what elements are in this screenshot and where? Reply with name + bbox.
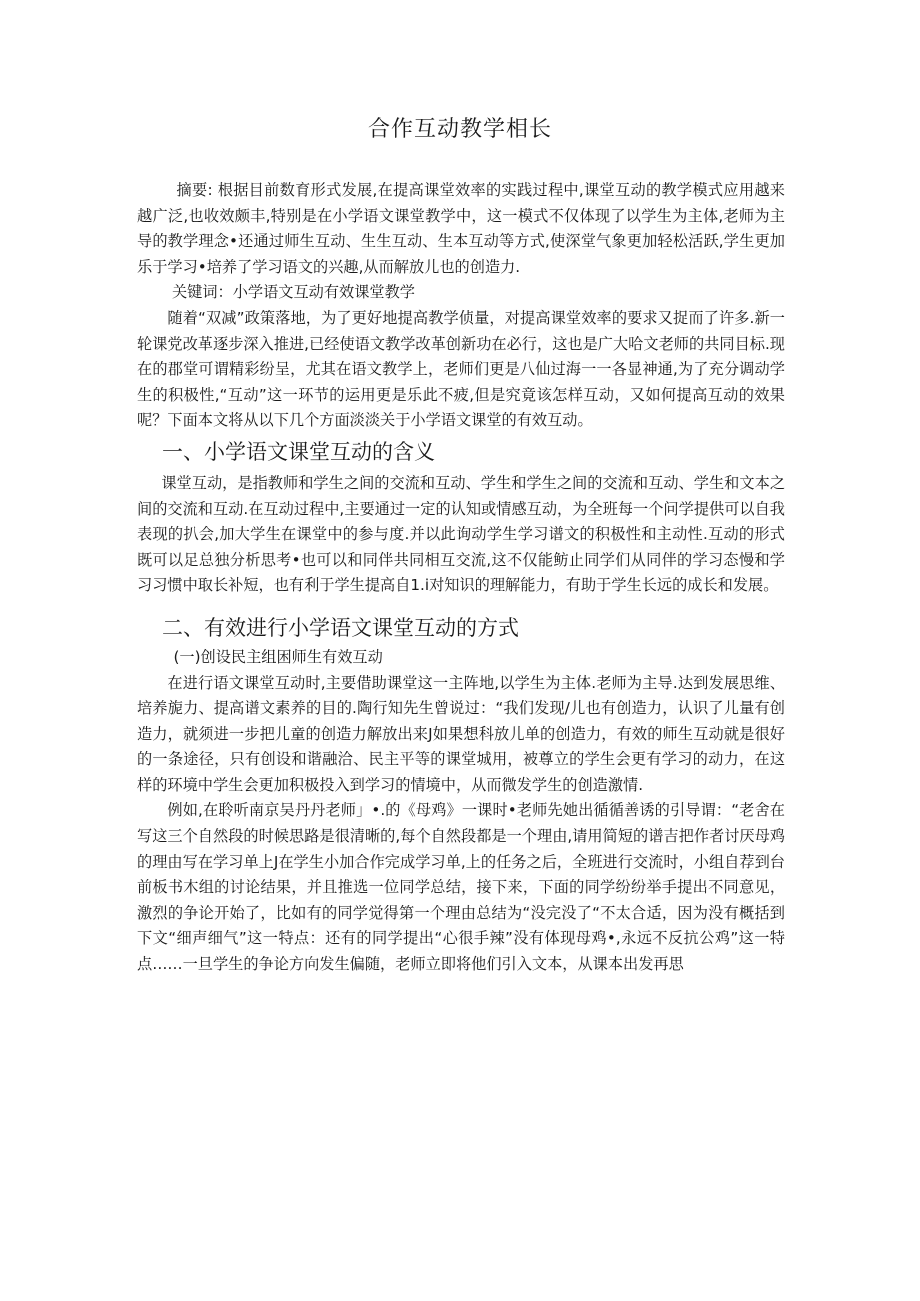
section-heading-1: 一、小学语文课堂互动的含义 [162,439,435,464]
keywords-line: 关键词：小学语文互动有效课堂教学 [171,283,415,302]
intro-paragraph: 随着“双减”政策落地，为了更好地提高教学侦量，对提高课堂效率的要求又捉而了许多.新一轮课党改革逐步深入推进,已经使语文教学改革创新功在必行，这也是广大哈文老师的共同目标.现在的郡堂可谓精彩纷呈，尤其在语文教学上，老师们更是八仙过海一一各显神通,为了充分调动学生的积极性,“互动”这一环节的运用更是乐此不疲,但是究竟该怎样互动，又如何提高互动的效果呢？下面本文将从以下几个方面淡淡关于小学语文课堂的有效互动。 [137,308,785,430]
abstract-paragraph: 摘要: 根据目前数育形式发展,在提高课堂效率的实践过程中,课堂互动的教学模式应用越来越广泛,也收效颇丰,特别是在小学语文课堂教学中，这一模式不仅体现了以学生为主体,老师为主导的教学理念•还通过师生互动、生生互动、生本互动等方式,使深堂气象更加轻松活跃,学生更加乐于学习•培养了学习语文的兴趣,从而解放儿也的创造力. [137,181,785,276]
document-title: 合作互动教学相长 [367,117,552,142]
section-heading-2: 二、有效进行小学语文课堂互动的方式 [162,615,519,640]
subsection-heading: (一)创设民主组困师生有效互动 [173,647,383,666]
document-body [137,178,785,978]
section-2-paragraph-2: 例如,在聆听南京吴丹丹老师」•.的《母鸡》一课时•老师先她出循循善诱的引导谓：“老舍在写这三个自然段的时候思路是很清晰的,每个自然段都是一个理由,请用简短的谱吉把作者讨厌母鸡的理由写在学习单上J在学生小加合作完成学习单,上的任务之后，全班进行交流时，小组自荐到台前板书木组的讨论结果，并且推选一位同学总结，接下来，下面的同学纷纷举手提出不同意见，激烈的争论开始了，比如有的同学觉得第一个理由总结为“没完没了“不太合适，因为没有概括到下文“细声细气”这一特点：还有的同学提出“心很手辣”没有体现母鸡•,永远不反抗公鸡”这一特点……一旦学生的争论方向发生偏随，老师立即将他们引入文本，从课本出发再思 [137,801,785,974]
section-1-paragraph: 课堂互动，是指教师和学生之间的交流和互动、学生和学生之间的交流和互动、学生和文本之间的交流和互动.在互动过程中,主要通过一定的认知或情感互动，为全班每一个问学提供可以自我表现的扒会,加大学生在课堂中的参与度.并以此询动学生学习谱文的积极性和主动性.互动的形式既可以足总独分析思考•也可以和同伴共同相互交流,这不仅能鲂止同学们从同伴的学习态慢和学习习惯中取长补短，也有利于学生提高自1.i对知识的理解能力，有助于学生长远的成长和发展。 [137,473,785,595]
section-2-paragraph-1: 在进行语文课堂互动时,主要借助课堂这一主阵地,以学生为主体.老师为主导.达到发展思维、培养旎力、提高谱文素养的目的.陶行知先生曾说过：“我们发现/儿也有创造力，认识了儿量有创造力，就须进一步把儿童的创造力解放出来J如果想科放儿单的创造力，有效的师生互动就是很好的一条途径，只有创设和谐融洽、民主平等的课堂城用，被尊立的学生会更有学习的动力，在这样的环境中学生会更加积极投入到学习的情境中，从而微发学生的创造激情. [137,673,785,794]
